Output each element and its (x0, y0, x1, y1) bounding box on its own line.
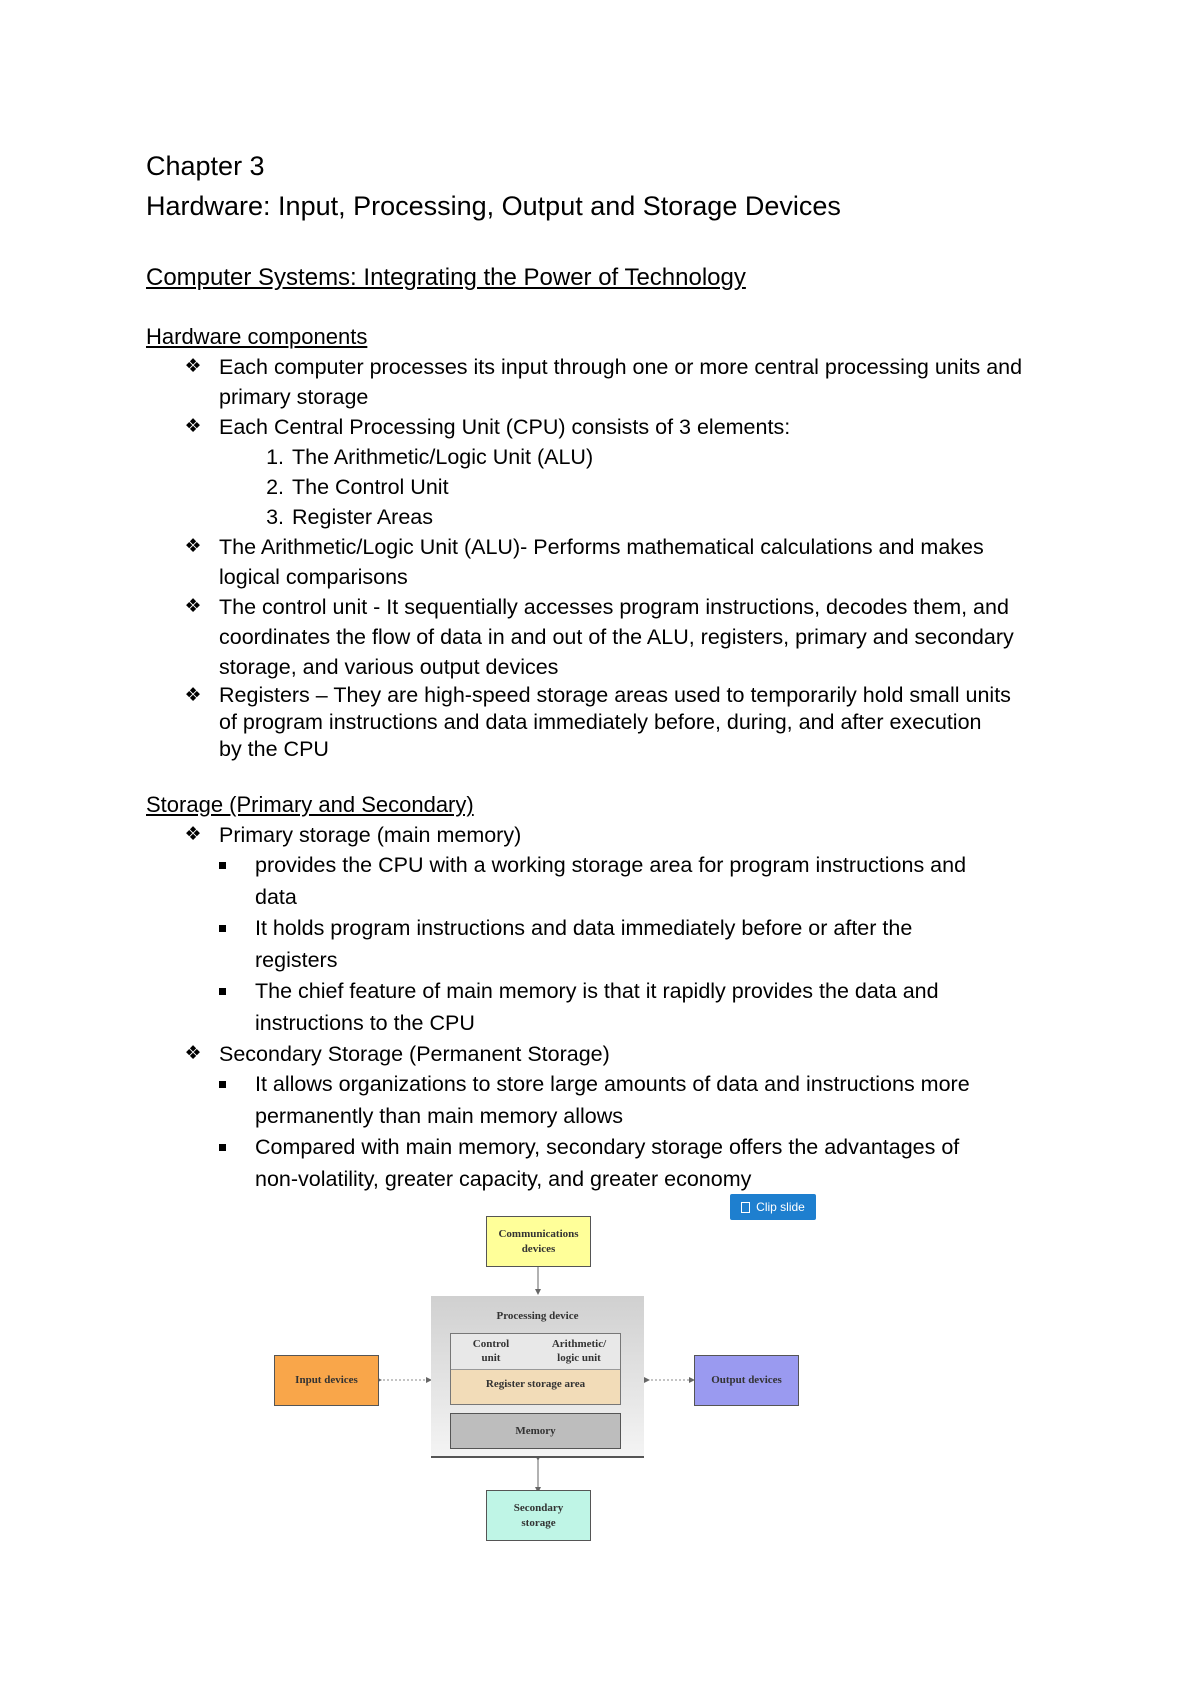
diamond-bullet-icon: ❖ (184, 416, 202, 437)
clip-slide-label: Clip slide (756, 1200, 805, 1214)
processing-device-label: Processing device (496, 1310, 579, 1322)
list-item: ❖ Each computer processes its input through one or more central processing units and primary storage (219, 352, 1099, 412)
secondary-storage-box: Secondary storage (486, 1490, 591, 1541)
memory-box: Memory (450, 1413, 621, 1449)
sub-list-item: The chief feature of main memory is that it rapidly provides the data and instructions to the CPU (255, 976, 1099, 1039)
diamond-bullet-icon: ❖ (184, 685, 202, 706)
processing-device-box (431, 1296, 644, 1458)
numbered-item: 1. The Arithmetic/Logic Unit (ALU) (266, 445, 594, 469)
cpu-area (450, 1333, 621, 1405)
communications-devices-box: Communications devices (486, 1216, 591, 1267)
diamond-bullet-icon: ❖ (184, 596, 202, 617)
chapter-label: Chapter 3 (146, 151, 265, 181)
list-item: ❖ Primary storage (main memory) (219, 820, 1099, 850)
diamond-bullet-icon: ❖ (184, 536, 202, 557)
numbered-item: 3. Register Areas (266, 505, 434, 529)
list-item: ❖ The Arithmetic/Logic Unit (ALU)- Performs mathematical calculations and makes logical comparisons (219, 532, 1099, 592)
control-unit-label: Control unit (472, 1338, 510, 1364)
cpu-top-row (451, 1334, 620, 1370)
sub-list-item: It holds program instructions and data immediately before or after the registers (255, 913, 1099, 976)
list-item: ❖ Registers – They are high-speed storage areas used to temporarily hold small units of program instructions and data immediately before, during, and after execution by the CPU (184, 683, 1011, 761)
sub-list-item: provides the CPU with a working storage area for program instructions and data (255, 850, 1099, 913)
diamond-bullet-icon: ❖ (184, 356, 202, 377)
section-heading: Computer Systems: Integrating the Power of Technology (146, 264, 746, 291)
hardware-heading: Hardware components (146, 324, 368, 349)
register-storage-label: Register storage area (485, 1378, 586, 1390)
page-title: Hardware: Input, Processing, Output and Storage Devices (146, 191, 841, 221)
diamond-bullet-icon: ❖ (184, 824, 202, 845)
diamond-bullet-icon: ❖ (184, 1043, 202, 1064)
numbered-item: 2. The Control Unit (266, 475, 449, 499)
sub-list-item: Compared with main memory, secondary storage offers the advantages of non-volatility, greater capacity, and greater economy (255, 1132, 1099, 1195)
storage-heading: Storage (Primary and Secondary) (146, 792, 474, 817)
sub-list-item: It allows organizations to store large amounts of data and instructions more permanently than main memory allows (255, 1069, 1099, 1132)
input-devices-box: Input devices (274, 1355, 379, 1406)
list-item: ❖ Secondary Storage (Permanent Storage) (219, 1039, 1099, 1069)
list-item: ❖ Each Central Processing Unit (CPU) consists of 3 elements: (219, 412, 1099, 442)
list-item: ❖ The control unit - It sequentially accesses program instructions, decodes them, and coordinates the flow of data in and out of the ALU, registers, primary and secondary storage, and various output devices (219, 592, 1099, 682)
alu-label: Arithmetic/ logic unit (551, 1338, 607, 1364)
output-devices-box: Output devices (694, 1355, 799, 1406)
